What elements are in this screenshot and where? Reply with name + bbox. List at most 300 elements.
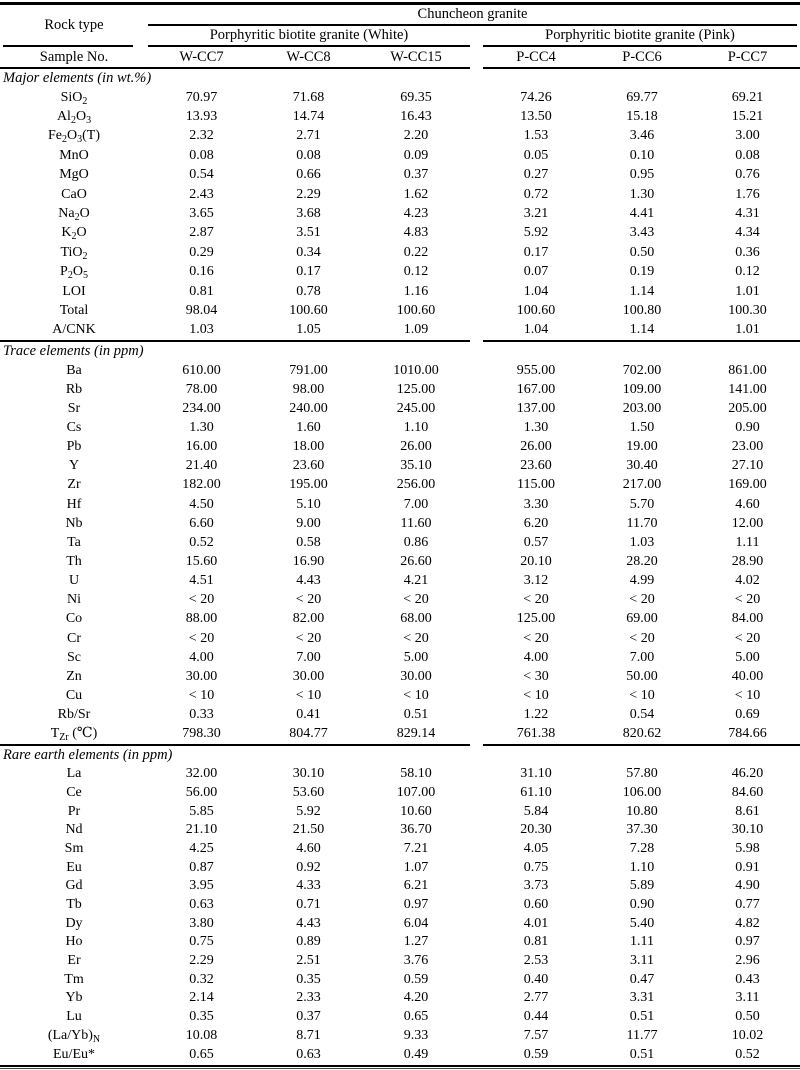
cell-value: 3.11 xyxy=(735,990,760,1006)
cell-value: 256.00 xyxy=(396,477,436,493)
row-label: Ce xyxy=(66,784,82,800)
cell-value: 137.00 xyxy=(516,400,556,416)
table-row xyxy=(0,224,800,243)
cell-value: 2.96 xyxy=(735,953,760,969)
cell-value: 100.60 xyxy=(396,302,436,318)
table-row xyxy=(0,1027,800,1046)
cell-value: 0.78 xyxy=(296,283,321,299)
cell-value: 1.01 xyxy=(735,283,760,299)
cell-value: 3.46 xyxy=(629,128,655,144)
header-right xyxy=(148,5,800,45)
row-label: Tm xyxy=(64,971,84,987)
table-row xyxy=(0,970,800,989)
cell-value: 0.71 xyxy=(296,897,321,913)
cell-value: 0.17 xyxy=(296,264,321,280)
cell-value: 0.77 xyxy=(735,897,760,913)
row-label: A/CNK xyxy=(52,322,96,338)
cell-value: 7.28 xyxy=(629,840,655,856)
cell-value: 0.35 xyxy=(296,971,321,987)
row-label: $Al_2O_3$ xyxy=(56,109,92,127)
cell-value: 0.27 xyxy=(523,167,549,183)
cell-value: 1.53 xyxy=(523,128,549,144)
row-label: Cr xyxy=(67,630,81,646)
cell-value: 6.20 xyxy=(523,515,549,531)
table-row xyxy=(0,514,800,533)
row-label: Y xyxy=(68,458,80,474)
table-row xyxy=(0,495,800,514)
cell-value: 100.80 xyxy=(622,302,662,318)
cell-value: 61.10 xyxy=(520,784,552,800)
cell-value: 4.01 xyxy=(523,915,549,931)
cell-value: 4.00 xyxy=(523,649,549,665)
rule-segment xyxy=(3,45,133,47)
cell-value: 100.30 xyxy=(728,302,767,318)
cell-value: 804.77 xyxy=(289,726,328,742)
cell-value: 2.53 xyxy=(523,953,549,969)
cell-value: 3.73 xyxy=(523,878,549,894)
cell-value: 0.51 xyxy=(403,707,429,723)
cell-value: 861.00 xyxy=(728,362,767,378)
row-label: CaO xyxy=(61,186,87,202)
row-label: SiO$_2$ xyxy=(60,89,88,107)
cell-value: 0.52 xyxy=(189,534,214,550)
cell-value: 3.00 xyxy=(735,128,760,144)
cell-value: 3.11 xyxy=(630,953,654,969)
table-row xyxy=(0,877,800,896)
cell-value: 0.16 xyxy=(189,264,214,280)
cell-value: 26.00 xyxy=(400,439,432,455)
cell-value: 36.70 xyxy=(400,822,432,838)
row-label: Cs xyxy=(66,420,82,436)
cell-value: 2.29 xyxy=(189,953,214,969)
cell-value: < 20 xyxy=(403,592,429,608)
cell-value: 10.60 xyxy=(400,803,432,819)
cell-value: 3.76 xyxy=(403,953,429,969)
rule-segment xyxy=(483,340,800,342)
cell-value: 16.90 xyxy=(292,554,325,570)
cell-value: < 20 xyxy=(734,630,761,646)
cell-value: 0.57 xyxy=(523,534,549,550)
table-row xyxy=(0,933,800,952)
cell-value: 2.29 xyxy=(296,186,321,202)
cell-value: < 20 xyxy=(295,630,322,646)
row-label: Hf xyxy=(66,496,82,512)
table-row xyxy=(0,784,800,803)
cell-value: 19.00 xyxy=(626,439,658,455)
cell-value: 205.00 xyxy=(728,400,767,416)
cell-value: 791.00 xyxy=(289,362,328,378)
cell-value: 141.00 xyxy=(728,381,767,397)
rule-segment xyxy=(483,67,800,69)
rock-type-label: Rock type xyxy=(44,16,104,33)
row-label: Lu xyxy=(66,1009,82,1025)
cell-value: 1.10 xyxy=(403,420,429,436)
cell-value: 50.00 xyxy=(626,668,658,684)
cell-value: 28.90 xyxy=(731,554,764,570)
row-label: Th xyxy=(66,554,82,570)
cell-value: 0.87 xyxy=(189,859,214,875)
cell-value: 0.60 xyxy=(523,897,549,913)
cell-value: 1.62 xyxy=(403,186,429,202)
rule-segment xyxy=(148,45,470,47)
cell-value: 13.93 xyxy=(185,109,218,125)
cell-value: 702.00 xyxy=(622,362,662,378)
cell-value: 0.50 xyxy=(629,244,655,260)
cell-value: 169.00 xyxy=(728,477,767,493)
cell-value: 0.37 xyxy=(296,1009,321,1025)
cell-value: 6.21 xyxy=(403,878,429,894)
cell-value: 0.59 xyxy=(523,1046,549,1062)
cell-value: 217.00 xyxy=(622,477,662,493)
cell-value: 0.40 xyxy=(523,971,549,987)
cell-value: 0.89 xyxy=(296,934,321,950)
cell-value: 0.97 xyxy=(403,897,429,913)
cell-value: 37.30 xyxy=(626,822,658,838)
cell-value: 0.66 xyxy=(296,167,321,183)
cell-value: 4.21 xyxy=(403,573,429,589)
table-row xyxy=(0,989,800,1008)
section-title: Rare earth elements (in ppm) xyxy=(3,746,173,763)
cell-value: 3.43 xyxy=(629,225,655,241)
cell-value: 1.76 xyxy=(735,186,760,202)
table-row xyxy=(0,686,800,705)
table-row xyxy=(0,667,800,686)
row-label: Yb xyxy=(65,990,83,1006)
cell-value: 245.00 xyxy=(396,400,436,416)
cell-value: 2.43 xyxy=(189,186,214,202)
cell-value: 100.60 xyxy=(516,302,556,318)
table-row xyxy=(0,361,800,380)
cell-value: 1.10 xyxy=(629,859,655,875)
cell-value: 1.22 xyxy=(523,707,549,723)
cell-value: 58.10 xyxy=(400,766,432,782)
cell-value: 5.92 xyxy=(296,803,321,819)
table-row xyxy=(0,146,800,165)
bottom-rule xyxy=(0,1065,800,1068)
table-row xyxy=(0,301,800,320)
table-row xyxy=(0,282,800,301)
cell-value: 0.07 xyxy=(523,264,549,280)
cell-value: 4.33 xyxy=(296,878,321,894)
cell-value: 0.86 xyxy=(403,534,429,550)
cell-value: 0.35 xyxy=(189,1009,214,1025)
cell-value: 2.33 xyxy=(296,990,321,1006)
cell-value: 70.97 xyxy=(185,89,218,105)
row-label: Co xyxy=(65,611,83,627)
table-row xyxy=(0,88,800,107)
row-label: La xyxy=(66,766,82,782)
cell-value: 0.19 xyxy=(629,264,655,280)
cell-value: 21.10 xyxy=(185,822,218,838)
cell-value: 1.11 xyxy=(735,534,760,550)
cell-value: 26.00 xyxy=(520,439,552,455)
cell-value: < 20 xyxy=(188,630,215,646)
table-row xyxy=(0,821,800,840)
cell-value: 5.85 xyxy=(189,803,214,819)
row-label: Eu xyxy=(66,859,82,875)
row-label: MgO xyxy=(59,167,89,183)
cell-value: 0.65 xyxy=(403,1009,429,1025)
cell-value: 1.30 xyxy=(189,420,214,436)
cell-value: 240.00 xyxy=(289,400,328,416)
cell-value: 8.61 xyxy=(735,803,760,819)
cell-value: 829.14 xyxy=(396,726,436,742)
cell-value: 125.00 xyxy=(516,611,556,627)
cell-value: < 20 xyxy=(188,592,215,608)
cell-value: 0.65 xyxy=(189,1046,214,1062)
cell-value: 1.50 xyxy=(629,420,655,436)
rule-gap xyxy=(470,67,483,69)
cell-value: 6.04 xyxy=(403,915,429,931)
cell-value: 0.51 xyxy=(629,1046,655,1062)
cell-value: 16.00 xyxy=(185,439,218,455)
row-label: TiO$_2$ xyxy=(60,244,88,262)
cell-value: 761.38 xyxy=(516,726,556,742)
cell-value: 0.52 xyxy=(735,1046,760,1062)
cell-value: 69.21 xyxy=(731,89,764,105)
cell-value: 0.17 xyxy=(523,244,549,260)
cell-value: 3.12 xyxy=(523,573,549,589)
cell-value: 98.04 xyxy=(185,302,218,318)
row-label: Zn xyxy=(66,668,82,684)
cell-value: 23.60 xyxy=(520,458,552,474)
cell-value: 1.11 xyxy=(630,934,654,950)
cell-value: 1010.00 xyxy=(393,362,439,378)
group-title: Chuncheon granite xyxy=(417,6,528,22)
row-label: Cu xyxy=(65,688,83,704)
rule-gap xyxy=(470,744,483,746)
cell-value: 3.65 xyxy=(189,206,214,222)
cell-value: 26.60 xyxy=(400,554,432,570)
cell-value: 4.83 xyxy=(403,225,429,241)
cell-value: < 20 xyxy=(523,592,549,608)
row-label: MnO xyxy=(59,147,89,163)
cell-value: 11.70 xyxy=(626,515,658,531)
cell-value: 784.66 xyxy=(728,726,767,742)
cell-value: 2.14 xyxy=(189,990,214,1006)
rule-segment xyxy=(483,45,797,47)
cell-value: < 10 xyxy=(403,688,429,704)
cell-value: 100.60 xyxy=(289,302,328,318)
cell-value: 115.00 xyxy=(517,477,555,493)
cell-value: 0.58 xyxy=(296,534,321,550)
cell-value: 4.99 xyxy=(629,573,655,589)
cell-value: 5.00 xyxy=(735,649,760,665)
row-label: Dy xyxy=(65,915,83,931)
cell-value: 5.00 xyxy=(403,649,429,665)
cell-value: 106.00 xyxy=(622,784,662,800)
cell-value: 1.16 xyxy=(403,283,429,299)
cell-value: < 10 xyxy=(629,688,655,704)
cell-value: 0.95 xyxy=(629,167,655,183)
cell-value: 0.81 xyxy=(523,934,549,950)
cell-value: 7.00 xyxy=(296,649,321,665)
row-label: Tb xyxy=(66,897,82,913)
cell-value: 2.71 xyxy=(296,128,321,144)
cell-value: 53.60 xyxy=(292,784,325,800)
cell-value: 182.00 xyxy=(182,477,221,493)
table-row xyxy=(0,840,800,859)
cell-value: 10.80 xyxy=(626,803,658,819)
cell-value: 88.00 xyxy=(185,611,218,627)
row-label: Ho xyxy=(65,934,83,950)
row-label: Nd xyxy=(65,822,83,838)
row-label: Gd xyxy=(65,878,83,894)
cell-value: 57.80 xyxy=(626,766,658,782)
cell-value: 3.30 xyxy=(523,496,549,512)
cell-value: 0.37 xyxy=(403,167,429,183)
row-label: $Fe_2O_3(T)$ xyxy=(47,128,100,146)
cell-value: 2.51 xyxy=(296,953,321,969)
cell-value: 28.20 xyxy=(626,554,658,570)
cell-value: 1.01 xyxy=(735,322,760,338)
cell-value: 4.23 xyxy=(403,206,429,222)
section-title: Trace elements (in ppm) xyxy=(3,343,144,360)
cell-value: 0.49 xyxy=(403,1046,429,1062)
cell-value: 1.05 xyxy=(296,322,321,338)
sample-id: P-CC7 xyxy=(727,48,768,65)
row-label: $P_2O_5$ xyxy=(60,264,88,282)
cell-value: 0.34 xyxy=(296,244,321,260)
cell-value: 30.00 xyxy=(292,668,325,684)
cell-value: 0.75 xyxy=(523,859,549,875)
cell-value: 7.00 xyxy=(403,496,429,512)
row-label: Er xyxy=(67,953,81,969)
cell-value: 109.00 xyxy=(622,381,662,397)
table-row xyxy=(0,1008,800,1027)
cell-value: 4.41 xyxy=(629,206,655,222)
table-row xyxy=(0,914,800,933)
cell-value: 84.00 xyxy=(731,611,764,627)
subgroup-pink-label: Porphyritic biotite granite (Pink) xyxy=(545,26,735,43)
header-segment-rule xyxy=(0,45,800,47)
cell-value: 0.36 xyxy=(735,244,760,260)
cell-value: 0.81 xyxy=(189,283,214,299)
row-label: Rb/Sr xyxy=(57,707,91,723)
cell-value: 5.92 xyxy=(523,225,549,241)
cell-value: 27.10 xyxy=(731,458,764,474)
cell-value: 7.00 xyxy=(629,649,655,665)
cell-value: < 10 xyxy=(188,688,215,704)
table-row xyxy=(0,166,800,185)
table-row xyxy=(0,399,800,418)
cell-value: 7.57 xyxy=(523,1027,549,1043)
cell-value: 1.03 xyxy=(629,534,655,550)
cell-value: 82.00 xyxy=(292,611,325,627)
cell-value: 3.95 xyxy=(189,878,214,894)
cell-value: 0.75 xyxy=(189,934,214,950)
cell-value: < 20 xyxy=(403,630,429,646)
cell-value: 5.89 xyxy=(629,878,655,894)
cell-value: 1.30 xyxy=(523,420,549,436)
cell-value: 13.50 xyxy=(520,109,552,125)
cell-value: 71.68 xyxy=(292,89,325,105)
cell-value: 4.60 xyxy=(296,840,321,856)
cell-value: 69.00 xyxy=(626,611,658,627)
cell-value: 3.51 xyxy=(296,225,321,241)
cell-value: 0.69 xyxy=(735,707,760,723)
cell-value: 30.00 xyxy=(185,668,218,684)
cell-value: 4.00 xyxy=(189,649,214,665)
cell-value: 69.35 xyxy=(400,89,432,105)
cell-value: < 10 xyxy=(523,688,549,704)
cell-value: 107.00 xyxy=(396,784,436,800)
row-label: $Na_2O$ xyxy=(58,206,90,224)
sample-number-row xyxy=(0,47,800,67)
cell-value: 10.08 xyxy=(185,1027,218,1043)
cell-value: 0.54 xyxy=(629,707,655,723)
cell-value: 3.68 xyxy=(296,206,321,222)
cell-value: 0.54 xyxy=(189,167,214,183)
cell-value: 125.00 xyxy=(396,381,436,397)
cell-value: 0.59 xyxy=(403,971,429,987)
cell-value: 195.00 xyxy=(289,477,328,493)
cell-value: 0.50 xyxy=(735,1009,760,1025)
table-row xyxy=(0,706,800,725)
cell-value: 5.98 xyxy=(735,840,760,856)
cell-value: 6.60 xyxy=(189,515,214,531)
table-row xyxy=(0,533,800,552)
cell-value: 30.40 xyxy=(626,458,658,474)
cell-value: 4.20 xyxy=(403,990,429,1006)
cell-value: 0.10 xyxy=(629,147,655,163)
cell-value: 1.27 xyxy=(403,934,429,950)
table-row xyxy=(0,1045,800,1064)
table-row xyxy=(0,952,800,971)
cell-value: 167.00 xyxy=(516,381,556,397)
section-title: Major elements (in wt.%) xyxy=(3,70,152,86)
row-label: $(La/Yb)_N$ xyxy=(47,1027,101,1045)
row-label: Total xyxy=(59,302,89,318)
cell-value: 0.97 xyxy=(735,934,760,950)
sample-id: P-CC4 xyxy=(516,48,556,65)
table-row xyxy=(0,321,800,340)
cell-value: 14.74 xyxy=(292,109,325,125)
cell-value: 4.50 xyxy=(189,496,214,512)
table-row xyxy=(0,552,800,571)
cell-value: 0.90 xyxy=(629,897,655,913)
cell-value: 0.92 xyxy=(296,859,321,875)
cell-value: 0.08 xyxy=(735,147,760,163)
cell-value: 15.21 xyxy=(731,109,764,125)
cell-value: 2.20 xyxy=(403,128,429,144)
table-body xyxy=(0,69,800,1064)
row-label: Sr xyxy=(67,400,81,416)
cell-value: 203.00 xyxy=(622,400,662,416)
cell-value: 0.63 xyxy=(296,1046,321,1062)
sample-id: W-CC7 xyxy=(179,48,224,65)
cell-value: 1.14 xyxy=(629,322,655,338)
table-row xyxy=(0,107,800,126)
cell-value: 78.00 xyxy=(185,381,218,397)
cell-value: 0.22 xyxy=(403,244,429,260)
row-label: Ni xyxy=(67,592,81,608)
cell-value: 0.33 xyxy=(189,707,214,723)
cell-value: 68.00 xyxy=(400,611,432,627)
table-header xyxy=(0,5,800,45)
cell-value: 4.82 xyxy=(735,915,760,931)
cell-value: 0.41 xyxy=(296,707,321,723)
cell-value: 5.10 xyxy=(296,496,321,512)
cell-value: 4.43 xyxy=(296,915,321,931)
cell-value: < 20 xyxy=(523,630,549,646)
table-row xyxy=(0,765,800,784)
table-row xyxy=(0,610,800,629)
cell-value: 820.62 xyxy=(622,726,662,742)
sample-no-label: Sample No. xyxy=(39,48,109,65)
table-row xyxy=(0,243,800,262)
cell-value: 18.00 xyxy=(292,439,325,455)
